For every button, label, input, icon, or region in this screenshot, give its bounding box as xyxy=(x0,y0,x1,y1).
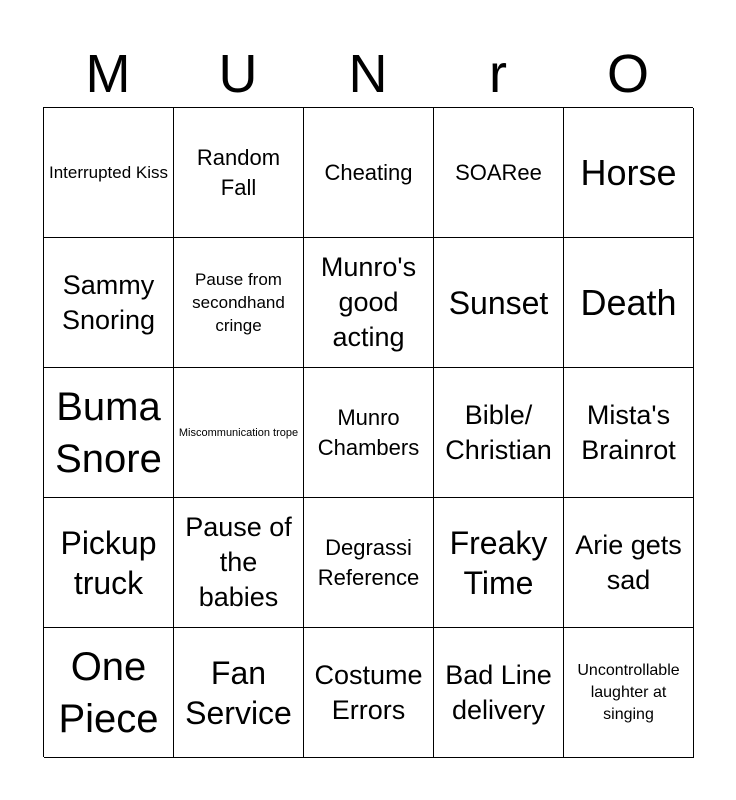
bingo-cell[interactable] xyxy=(174,108,304,238)
bingo-cell[interactable] xyxy=(44,238,174,368)
header-letter-m: M xyxy=(85,44,131,104)
bingo-cell[interactable] xyxy=(564,368,694,498)
cell-text: Buma Snore xyxy=(55,384,162,481)
bingo-cell[interactable] xyxy=(304,368,434,498)
bingo-board xyxy=(43,107,693,757)
cell-text: Random Fall xyxy=(196,144,281,200)
bingo-cell[interactable] xyxy=(174,498,304,628)
cell-text: Fan Service xyxy=(185,654,292,731)
bingo-cell[interactable] xyxy=(434,628,564,758)
cell-text: Death xyxy=(580,281,677,323)
bingo-cell[interactable] xyxy=(434,498,564,628)
bingo-cell[interactable] xyxy=(44,368,174,498)
bingo-header xyxy=(43,40,693,108)
cell-text: SOARee xyxy=(455,159,542,185)
cell-text: Munro's good acting xyxy=(320,252,417,352)
bingo-cell[interactable] xyxy=(564,108,694,238)
bingo-cell[interactable] xyxy=(174,238,304,368)
bingo-cell[interactable] xyxy=(304,628,434,758)
bingo-cell[interactable] xyxy=(434,108,564,238)
bingo-cell[interactable] xyxy=(174,368,304,498)
bingo-cell[interactable] xyxy=(434,368,564,498)
cell-text: Pause from secondhand cringe xyxy=(192,270,285,335)
cell-text: Munro Chambers xyxy=(317,404,420,460)
bingo-cell[interactable] xyxy=(304,238,434,368)
cell-text: Costume Errors xyxy=(314,659,423,725)
bingo-cell[interactable] xyxy=(174,628,304,758)
bingo-cell[interactable] xyxy=(564,498,694,628)
cell-text: Freaky Time xyxy=(449,524,548,601)
cell-text: Miscommunication trope xyxy=(178,426,299,439)
header-letter-u: U xyxy=(218,44,258,104)
cell-text: One Piece xyxy=(58,644,159,741)
cell-text: Interrupted Kiss xyxy=(48,163,169,182)
bingo-cell[interactable] xyxy=(304,108,434,238)
cell-text: Pickup truck xyxy=(60,524,157,601)
cell-text: Cheating xyxy=(324,159,413,185)
cell-text: Horse xyxy=(580,151,677,193)
cell-text: Bad Line delivery xyxy=(445,659,552,725)
bingo-cell[interactable] xyxy=(564,628,694,758)
header-letter-o: O xyxy=(606,44,649,104)
cell-text: Bible/ Christian xyxy=(445,399,552,465)
cell-text: Degrassi Reference xyxy=(317,534,420,590)
header-letter-n: N xyxy=(348,44,388,104)
cell-text: Pause of the babies xyxy=(185,512,292,612)
bingo-cell[interactable] xyxy=(304,498,434,628)
bingo-cell[interactable] xyxy=(44,498,174,628)
cell-text: Arie gets sad xyxy=(575,529,682,595)
bingo-cell[interactable] xyxy=(564,238,694,368)
cell-text: Uncontrollable laughter at singing xyxy=(577,661,680,723)
bingo-cell[interactable] xyxy=(44,108,174,238)
bingo-cell[interactable] xyxy=(434,238,564,368)
cell-text: Sunset xyxy=(448,284,549,321)
cell-text: Mista's Brainrot xyxy=(581,399,676,465)
cell-text: Sammy Snoring xyxy=(61,269,156,335)
bingo-cell[interactable] xyxy=(44,628,174,758)
header-letter-r: r xyxy=(489,44,507,104)
